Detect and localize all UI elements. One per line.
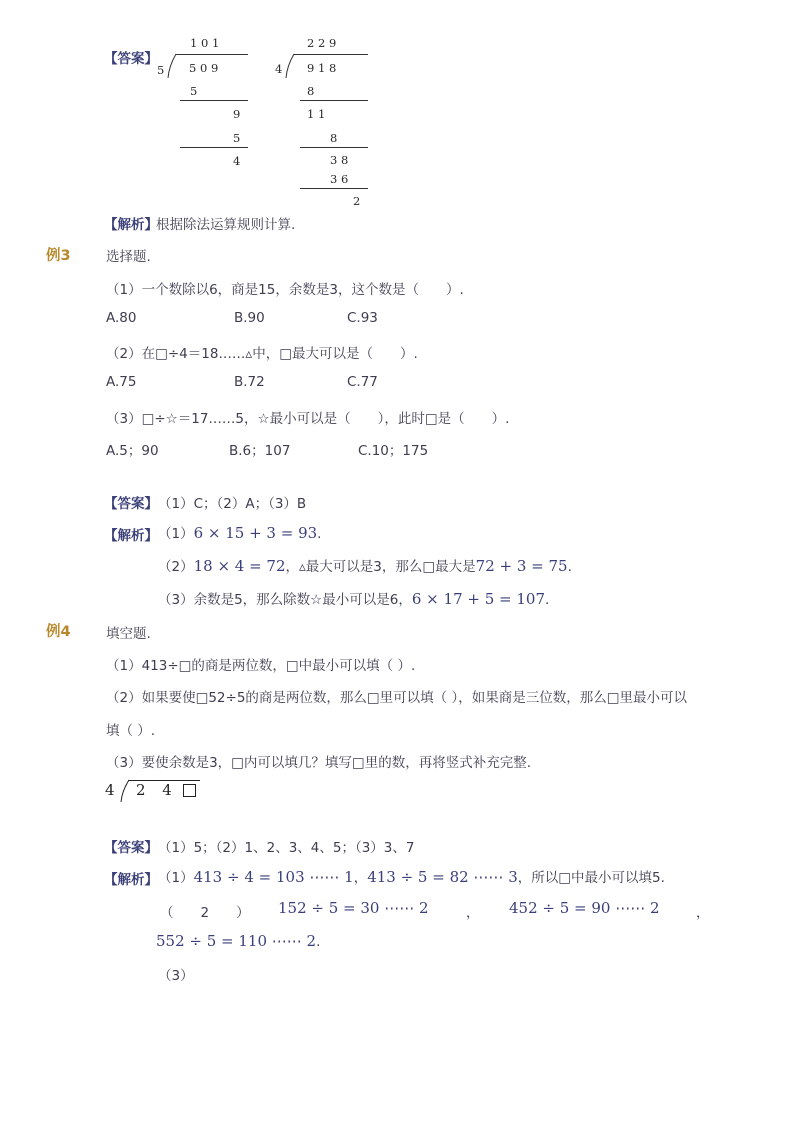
ex4-analysis-line-2b: 552 ÷ 5 = 110 ⋯⋯ 2. (156, 932, 321, 950)
ex3-q2-option-c: C.77 (347, 374, 378, 390)
example-3-label: 例3 (46, 248, 71, 264)
ex4-dividend: 2 4 (136, 781, 178, 799)
ex3-question-2: （2）在□÷4＝18……▵中，□最大可以是（ ）. (106, 346, 418, 362)
dividend-2: 9 1 8 (307, 61, 337, 75)
quotient-1: 1 0 1 (190, 36, 220, 50)
ex4-question-2-line-2: 填（ ）. (106, 723, 156, 739)
analysis-text-top: 根据除法运算规则计算. (156, 217, 296, 233)
example-4-label: 例4 (46, 624, 71, 640)
ex3-q3-option-c: C.10；175 (358, 443, 429, 459)
step-2-1: 8 (307, 84, 315, 98)
math-expression: 452 ÷ 5 = 90 ⋯⋯ 2 (509, 899, 660, 917)
math-expression: 152 ÷ 5 = 30 ⋯⋯ 2 (278, 899, 429, 917)
math-expression: 413 ÷ 5 = 82 ⋯⋯ 3 (367, 868, 518, 886)
ex3-question-3: （3）□÷☆＝17……5，☆最小可以是（ ），此时□是（ ）. (106, 411, 510, 427)
step-1-1: 5 (190, 84, 198, 98)
step-2-2: 1 1 (307, 107, 326, 121)
ex3-q3-option-a: A.5；90 (106, 443, 159, 459)
division-bar-1 (176, 54, 248, 55)
remainder-2: 2 (353, 194, 361, 208)
ex3-q1-option-c: C.93 (347, 310, 378, 326)
blank-box (183, 784, 196, 797)
division-bar-2 (294, 54, 368, 55)
ex4-analysis-tag: 【解析】 (104, 872, 158, 888)
step-line-2-3 (300, 188, 368, 189)
ex3-analysis-line-1: （1）6 × 15 + 3 = 93. (158, 524, 322, 542)
ex4-question-2-line-1: （2）如果要使□52÷5的商是两位数，那么□里可以填（ ），如果商是三位数，那么□里最小可以 (106, 690, 687, 706)
math-expression: 552 ÷ 5 = 110 ⋯⋯ 2 (156, 932, 317, 950)
step-2-5: 3 6 (330, 172, 349, 186)
step-line-1-2 (180, 147, 248, 148)
ex4-answer-text: （1）5；（2）1、2、3、4、5；（3）3、7 (158, 840, 415, 856)
example-3-title: 选择题. (106, 249, 151, 265)
ex3-analysis-tag: 【解析】 (104, 528, 158, 544)
ex4-analysis-2-paren: （ 2 ） (160, 905, 250, 921)
ex3-q2-option-b: B.72 (234, 374, 265, 390)
comma: ， (466, 905, 480, 921)
analysis-tag-top: 【解析】 (104, 217, 158, 233)
math-expression: 6 × 15 + 3 = 93 (193, 524, 318, 542)
math-expression: 72 + 3 = 75 (475, 557, 568, 575)
ex4-answer-tag: 【答案】 (104, 840, 158, 856)
step-1-2: 9 (233, 107, 241, 121)
remainder-1: 4 (233, 154, 241, 168)
step-line-2-1 (300, 100, 368, 101)
ex3-q3-option-b: B.6；107 (229, 443, 291, 459)
division-bracket-2 (286, 54, 296, 78)
ex4-question-3: （3）要使余数是3，□内可以填几？填写□里的数，再将竖式补充完整. (106, 755, 531, 771)
ex3-q1-option-a: A.80 (106, 310, 137, 326)
ex4-analysis-3: （3） (158, 968, 194, 984)
math-expression: 6 × 17 + 5 = 107 (411, 590, 545, 608)
example-4-title: 填空题. (106, 626, 151, 642)
ex4-question-1: （1）413÷□的商是两位数，□中最小可以填（ ）. (106, 658, 416, 674)
ex3-question-1: （1）一个数除以6，商是15，余数是3，这个数是（ ）. (106, 282, 464, 298)
ex3-answer-tag: 【答案】 (104, 496, 158, 512)
answer-tag-top: 【答案】 (104, 51, 158, 67)
ex4-analysis-line-1: （1）413 ÷ 4 = 103 ⋯⋯ 1，413 ÷ 5 = 82 ⋯⋯ 3，所以□中最小可以填5. (158, 868, 665, 886)
ex4-divisor: 4 (105, 781, 121, 799)
ex3-analysis-line-3: （3）余数是5，那么除数☆最小可以是6，6 × 17 + 5 = 107. (158, 590, 550, 608)
step-line-1-1 (180, 100, 248, 101)
math-expression: 413 ÷ 4 = 103 ⋯⋯ 1 (193, 868, 354, 886)
step-2-3: 8 (330, 131, 338, 145)
divisor-2: 4 (275, 62, 283, 76)
step-2-4: 3 8 (330, 153, 349, 167)
division-bracket-1 (168, 54, 178, 78)
quotient-2: 2 2 9 (307, 36, 337, 50)
comma: ， (696, 905, 710, 921)
math-expression: 18 × 4 = 72 (193, 557, 286, 575)
divisor-1: 5 (157, 63, 165, 77)
step-line-2-2 (300, 147, 368, 148)
ex3-q1-option-b: B.90 (234, 310, 265, 326)
step-1-3: 5 (233, 131, 241, 145)
ex3-analysis-line-2: （2）18 × 4 = 72，▵最大可以是3，那么□最大是72 + 3 = 75. (158, 557, 572, 575)
ex3-answer-text: （1）C；（2）A；（3）B (158, 496, 307, 512)
dividend-1: 5 0 9 (189, 61, 219, 75)
ex4-division-bracket (121, 780, 131, 802)
ex3-q2-option-a: A.75 (106, 374, 137, 390)
